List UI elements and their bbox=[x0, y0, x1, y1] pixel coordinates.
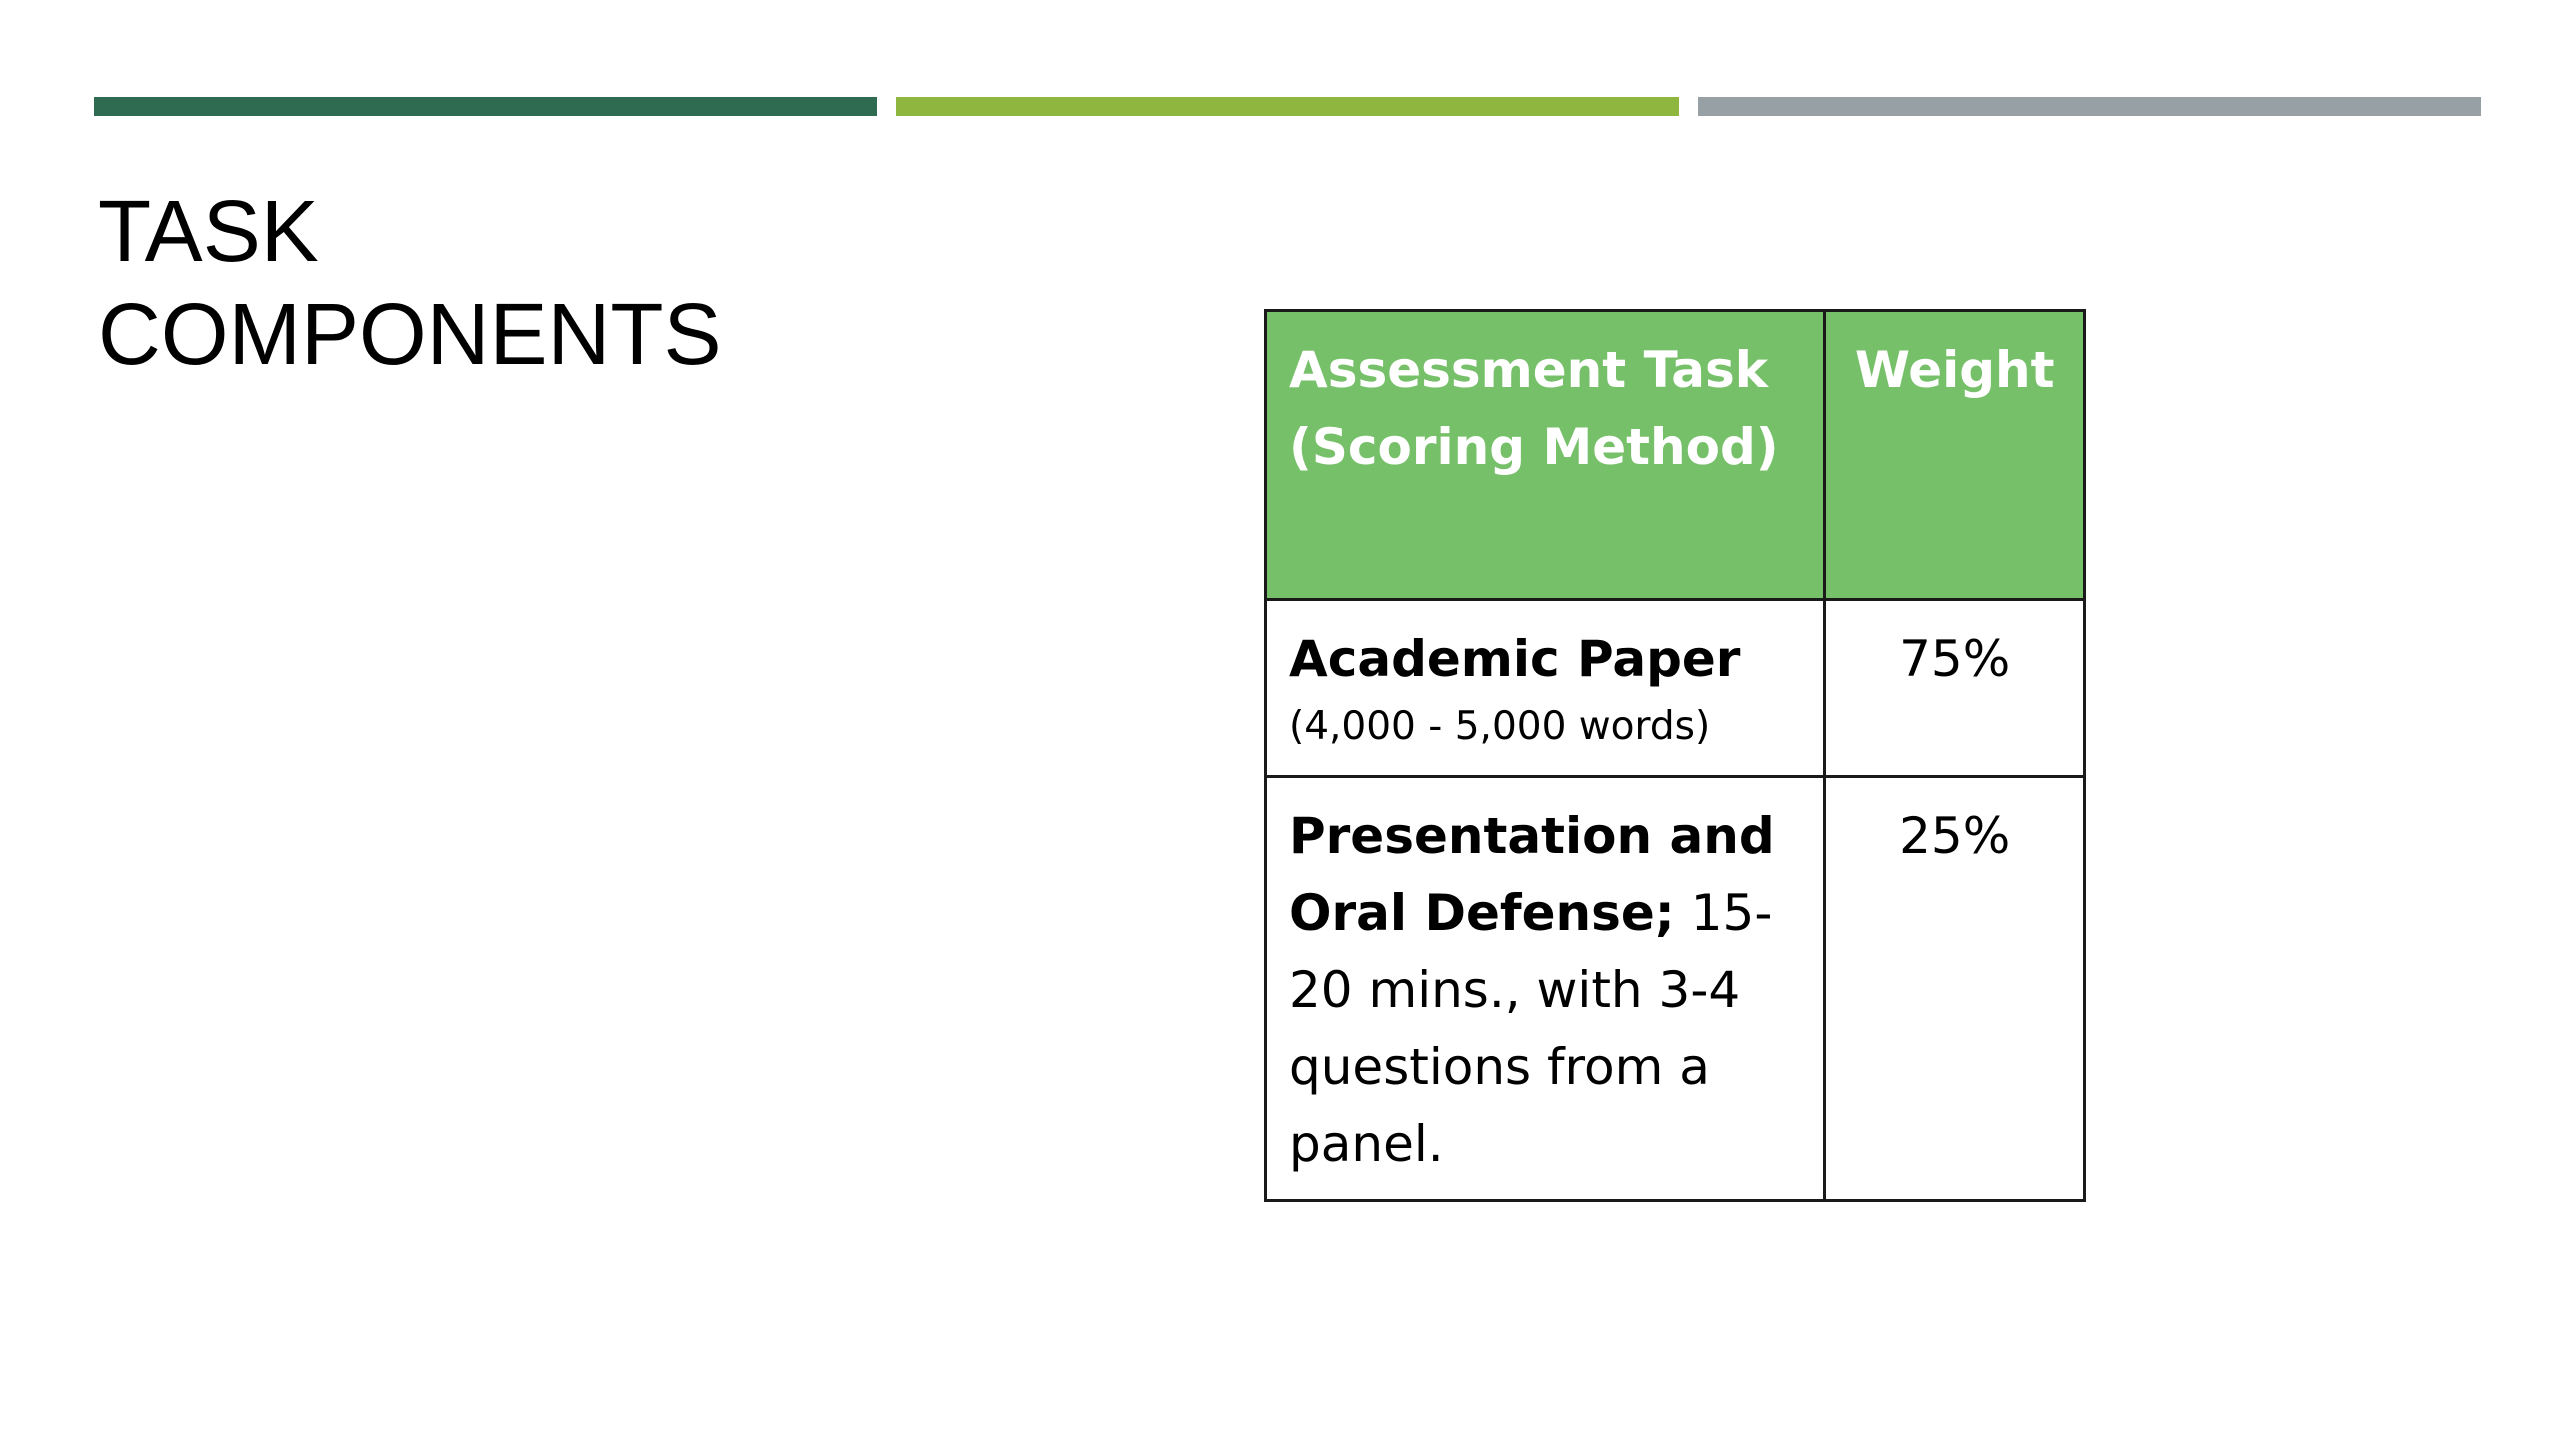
task-name: Presentation and Oral Defense; bbox=[1289, 807, 1775, 942]
weight-cell: 25% bbox=[1825, 777, 2085, 1201]
task-cell bbox=[1266, 600, 1825, 777]
task-cell bbox=[1266, 777, 1825, 1201]
header-assessment-task: Assessment Task (Scoring Method) bbox=[1266, 311, 1825, 600]
table-row bbox=[1266, 600, 2085, 777]
task-description: 15-20 mins., with 3-4 questions from a panel. bbox=[1289, 884, 1773, 1173]
assessment-table bbox=[1264, 309, 2086, 1202]
header-weight: Weight bbox=[1825, 311, 2085, 600]
task-note: (4,000 - 5,000 words) bbox=[1289, 704, 1711, 749]
table-header-row bbox=[1266, 311, 2085, 600]
slide-title: TASK COMPONENTS bbox=[98, 183, 722, 383]
accent-bar-dark-green bbox=[94, 97, 877, 116]
weight-cell: 75% bbox=[1825, 600, 2085, 777]
task-name: Academic Paper bbox=[1289, 630, 1741, 688]
accent-bar-light-green bbox=[896, 97, 1679, 116]
accent-bar-gray bbox=[1698, 97, 2481, 116]
table-row bbox=[1266, 777, 2085, 1201]
